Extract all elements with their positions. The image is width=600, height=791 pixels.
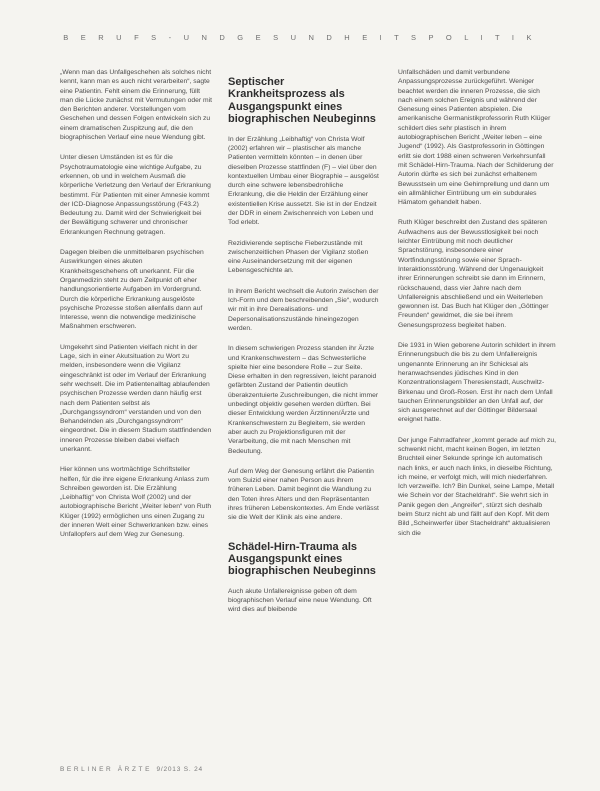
body-paragraph: In diesem schwierigen Prozess standen ihr Ärzte und Krankenschwestern – das Schwesterliche spielte hier eine besondere Rolle – zur Seite. Diese erhalten in den regressiven, leicht paranoid gefärbten Zustand der Patientin deutlich überakzentuierte Zuschreibungen, die nicht immer unbedingt objektiv gesehen werden dürften. Bei dieser Entwicklung werden Ärztinnen/Ärzte und Krankenschwestern zu Begleitern, sie werden aber auch zu Projektionsfiguren mit der Verarbeitung, die mit nach Menschen mit Bedeutung. [228, 345, 379, 455]
column-middle [228, 76, 380, 626]
body-paragraph: „Wenn man das Unfallgeschehen als solches nicht kennt, kann man es auch nicht verarbeiten“, sagte eine Patientin. Fehlt einem die Erinnerung, füllt man die Lücke zunächst mit Vermutungen oder mit den Berichten anderer. Vorstellungen vom Geschehen und dessen Folgen entwickeln sich zu einem dramatischen Zuspitzung auf, die den biographischen Verlauf eine neue Wendung gibt. [60, 69, 212, 142]
body-paragraph: Der junge Fahrradfahrer „kommt gerade auf mich zu, schwenkt nicht, macht keinen Bogen, im letzten Bruchteil einer Sekunde springe ich automatisch nach links, er auch nach links, in dieselbe Richtung, ich meine, er verfolgt mich, will mich niederfahren. Ich verzweifle. Ich? Bin Dunkel, seine Lampe, Metall wie Schein vor der Stacheldraht“. Sie wehrt sich in Panik gegen den „Angreifer“, stürzt sich deshalb beim Sturz nicht ab und fällt auf den Kopf. Mit dem Bild „Scheinwerfer über Stacheldraht“ aktualisieren sich die [398, 436, 556, 537]
body-paragraph: Hier können uns wortmächtige Schriftsteller helfen, für die ihre eigene Erkrankung Anlass zum Schreiben geworden ist. Die Erzählung „Leibhaftig“ von Christa Wolf (2002) und der autobiographische Bericht „Weiter leben“ von Ruth Klüger (1992) ermöglichen uns einen Zugang zu der inneren Welt einer Schwerkranken bzw. eines Unfallopfers auf dem Weg zur Genesung. [60, 466, 212, 539]
issue-page-number: 9/2013 S. 24 [156, 766, 203, 773]
section-header [0, 33, 600, 42]
body-paragraph: Auch akute Unfallereignisse geben oft dem biographischen Verlauf eine neue Wendung. Oft wird dies auf bleibende [228, 587, 372, 614]
body-paragraph: In der Erzählung „Leibhaftig“ von Christa Wolf (2002) erfahren wir – plastischer als manche Patienten vermitteln könnten – in denen über dieselben Prozesse stattfinden (F) – viel über den kontextuellen Umbau einer Biographie – ausgelöst durch eine schwere lebensbedrohliche Erkrankung, die die Heldin der Erzählung einer existentiellen Krise aussetzt. Sie ist in der Endzeit der DDR in einem Zwischenreich von Leben und Tod erlebt. [228, 135, 379, 227]
column-left [60, 68, 212, 551]
body-paragraph: Auf dem Weg der Genesung erfährt die Patientin vom Suizid einer nahen Person aus ihrem früheren Leben. Damit beginnt die Wandlung zu den Toten ihres Alters und den Repräsentanten ihres früheren Lebenskontextes. Am Ende verlässt sie die Welt der Klinik als eine andere. [228, 467, 379, 522]
journal-name: BERLINER ÄRZTE [60, 766, 153, 773]
body-paragraph: In ihrem Bericht wechselt die Autorin zwischen der Ich-Form und dem beschreibenden „Sie“, wodurch wir mit in ihre Derealisations- und Depersonalisationszustände hineingezogen werden. [228, 287, 379, 332]
body-paragraph: Dagegen bleiben die unmittelbaren psychischen Auswirkungen eines akuten Krankheitsgeschehens oft unerkannt. Für die Organmedizin steht zu dem Zeitpunkt oft eher handlungsorientierte Aufgaben im Vordergrund. Durch die körperliche Erkrankung ausgelöste psychische Prozesse stoßen allenfalls dann auf Interesse, wenn die notwendige medizinische Maßnahmen erschweren. [60, 249, 204, 331]
section-heading-trauma: Schädel-Hirn-Trauma als Ausgangspunkt eines biographischen Neubeginns [228, 540, 376, 578]
body-paragraph: Die 1931 in Wien geborene Autorin schildert in ihrem Erinnerungsbuch die bis zu dem Unfallereignis ungenannte Erinnerung an ihr Schicksal als heranwachsendes jüdisches Kind in den Konzentrationslagern Theresienstadt, Auschwitz-Birkenau und Groß-Rosen. Erst ihr nach dem Unfall tauchen Erinnerungsbilder an den Unfall auf, der sich ausgerechnet auf der Göttinger Bildersaal ereignet hatte. [398, 342, 556, 424]
page-footer [60, 766, 203, 773]
body-paragraph: Ruth Klüger beschreibt den Zustand des späteren Aufwachens aus der Bewusstlosigkeit bei noch leichter Eintrübung mit noch deutlicher Sprachstörung, insbesondere einer Wortfindungsstörung sowie einer Sprach-Interaktionsstörung. Während der Ungenauigkeit ihrer Erinnerungen schreibt sie dann im Erinnern, rückschauend, dass vier Jahre nach dem Unfallereignis abschließend und ein Weiterleben gewonnen ist. Das Buch hat Klüger den „Göttinger Freunden“ gewidmet, die sie bei ihrem Genesungsprozess begleitet haben. [398, 219, 549, 329]
body-paragraph: Unter diesen Umständen ist es für die Psychotraumatologie eine wichtige Aufgabe, zu erkennen, ob und in welchem Ausmaß die körperliche Verletzung den Verlauf der Erkrankung bestimmt. Für Patienten mit einer Amnesie kommt der ICD-Diagnose Anpassungsstörung (F43.2) Bedeutung zu. Damit wird der Schwierigkeit bei der Bewältigung schwerer und chronischer Erkrankungen Rechnung getragen. [60, 154, 211, 236]
body-paragraph: Unfallschäden und damit verbundene Anpassungsprozesse zurückgeführt. Weniger beachtet werden die inneren Prozesse, die sich nach einem solchen Ereignis und während der Genesung eines Patienten abspielen. Die amerikanische Germanistikprofessorin Ruth Klüger schildert dies sehr plastisch in ihrem autobiographischen Bericht „Weiter leben – eine Jugend“ (1992). Als Gastprofessorin in Göttingen erlitt sie dort 1988 einen schweren Verkehrsunfall mit Schädel-Hirn-Trauma. Nach der Schilderung der Autorin dürfte es sich bei zunächst erhaltenem Bewusstsein um eine Gehirnprellung und dann um ein allmählicher Eintrübung um ein subdurales Hämatom gehandelt haben. [398, 69, 554, 207]
column-right [398, 68, 556, 549]
section-title: B E R U F S - U N D G E S U N D H E I T S P O L I T I K [63, 33, 537, 42]
body-paragraph: Umgekehrt sind Patienten vielfach nicht in der Lage, sich in einer Akutsituation zu Wort zu melden, insbesondere wenn die Vigilanz eingeschränkt ist oder im Verlauf der Erkrankung sehr wechselt. Die im Patientenalltag ablaufenden psychischen Prozesse werden dann häufig erst nach dem Patienten selbst als „Durchgangssyndrom“ verstanden und von den Behandelnden als „Durchgangssyndrom“ eingeordnet. Die in diesem Stadium stattfindenden inneren Prozesse bleiben dabei vielfach unerkannt. [60, 343, 212, 453]
body-paragraph: Rezidivierende septische Fieberzustände mit zwischenzeitlichen Phasen der Vigilanz stoßen eine Auseinandersetzung mit der eigenen Lebensgeschichte an. [228, 239, 369, 275]
section-heading-sepsis: Septischer Krankheitsprozess als Ausgangspunkt eines biographischen Neubeginns [228, 76, 376, 126]
